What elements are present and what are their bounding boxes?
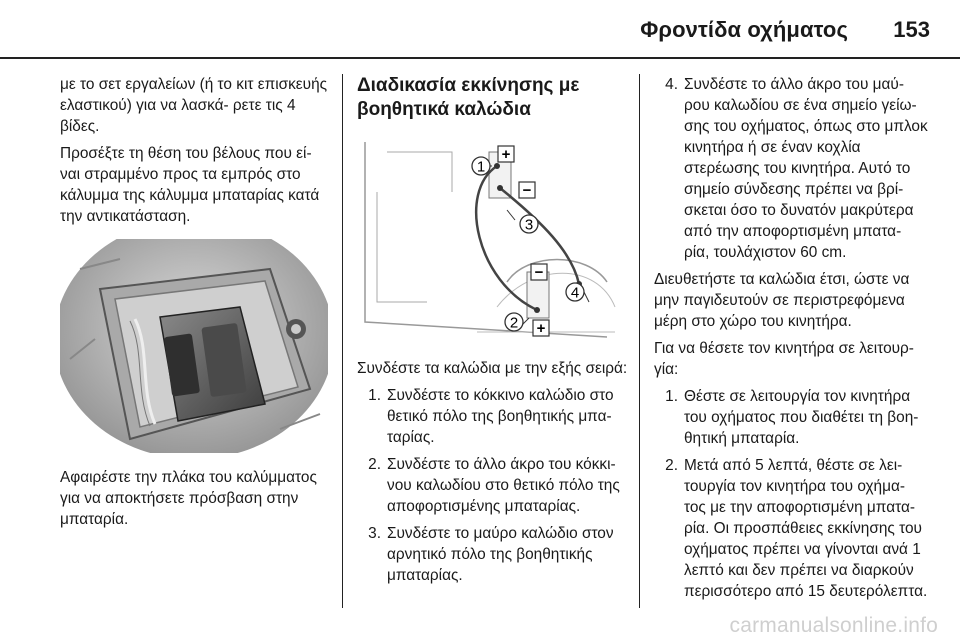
col2-intro: Συνδέστε τα καλώδια με την εξής σειρά:: [357, 360, 628, 377]
list-item: [357, 454, 629, 517]
discharged-plus-label: +: [536, 320, 546, 337]
step-text: Συνδέστε το άλλο άκρο του μαύ- ρου καλωδίου σε ένα σημείο γείω- σης του οχήματος, όπως στο μπλοκ κινητήρα ή σε έναν κοχλία στερέωσης του κινητήρα. Αυτό το σημείο σύνδεσης πρέπει να βρί- σκεται όσο το δυνατόν μακρύτερα από την αποφορτισμένη μπατα- ρία, τουλάχιστον 60 cm.: [684, 76, 928, 261]
discharged-minus-label: −: [534, 264, 544, 281]
page-number: 153: [893, 17, 930, 42]
step-number: 2.: [368, 456, 381, 473]
col3-steps: [654, 386, 930, 602]
column-2: [357, 74, 629, 592]
callout-4: 4: [570, 284, 580, 302]
step-number: 2.: [665, 457, 678, 474]
section-heading: Διαδικασία εκκίνησης με βοηθητικά καλώδια: [357, 75, 580, 120]
step-number: 1.: [665, 388, 678, 405]
column-1: [60, 74, 328, 536]
list-item: [654, 74, 930, 263]
col2-steps: [357, 385, 629, 586]
col1-paragraph-2: Προσέξτε τη θέση του βέλους που εί- ναι στραμμένο προς τα εμπρός στο κάλυμμα της κάλυμμα μπαταρίας κατά την αντικατάσταση.: [60, 145, 320, 225]
donor-minus-label: −: [522, 182, 532, 199]
step-number: 1.: [368, 387, 381, 404]
callout-3: 3: [524, 216, 534, 234]
col3-step4: [654, 74, 930, 263]
donor-plus-label: +: [501, 146, 511, 163]
battery-compartment-photo: [60, 239, 328, 453]
list-item: [654, 455, 930, 602]
list-item: [357, 523, 629, 586]
list-item: [357, 385, 629, 448]
jump-start-diagram: [357, 132, 621, 344]
step-number: 4.: [665, 76, 678, 93]
callout-2: 2: [509, 314, 519, 332]
callout-1: 1: [476, 158, 486, 176]
step-text: Συνδέστε το άλλο άκρο του κόκκι- νου καλωδίου στο θετικό πόλο της αποφορτισμένης μπαταρίας.: [387, 456, 620, 515]
col3-paragraph-1: Διευθετήστε τα καλώδια έτσι, ώστε να μην παγιδευτούν σε περιστρεφόμενα μέρη στο χώρο του κινητήρα.: [654, 271, 910, 330]
col1-paragraph-3: Αφαιρέστε την πλάκα του καλύμματος για να αποκτήσετε πρόσβαση στην μπαταρία.: [60, 469, 317, 528]
watermark: carmanualsonline.info: [729, 614, 938, 637]
col3-paragraph-2: Για να θέσετε τον κινητήρα σε λειτουρ- γία:: [654, 340, 914, 378]
step-text: Θέστε σε λειτουργία τον κινητήρα του οχήματος που διαθέτει τη βοη- θητική μπαταρία.: [684, 388, 919, 447]
step-number: 3.: [368, 525, 381, 542]
page-title: Φροντίδα οχήματος: [640, 17, 848, 42]
column-3: [654, 74, 930, 608]
page-header: [0, 0, 960, 58]
column-divider-1: [342, 74, 343, 608]
column-divider-2: [639, 74, 640, 608]
step-text: Συνδέστε το μαύρο καλώδιο στον αρνητικό πόλο της βοηθητικής μπαταρίας.: [387, 525, 614, 584]
list-item: [654, 386, 930, 449]
step-text: Συνδέστε το κόκκινο καλώδιο στο θετικό πόλο της βοηθητικής μπα- ταρίας.: [387, 387, 614, 446]
header-rule: [0, 57, 960, 59]
step-text: Μετά από 5 λεπτά, θέστε σε λει- τουργία τον κινητήρα του οχήμα- τος με την αποφορτισμένη μπατα- ρία. Οι προσπάθειες εκκίνησης του οχήματος πρέπει να γίνονται ανά 1 λεπτό και δεν πρέπει να διαρκούν περισσότερο από 15 δευτερόλεπτα.: [684, 457, 928, 600]
col1-paragraph-1: με το σετ εργαλείων (ή το κιτ επισκευής ελαστικού) για να λασκά- ρετε τις 4 βίδες.: [60, 76, 328, 135]
